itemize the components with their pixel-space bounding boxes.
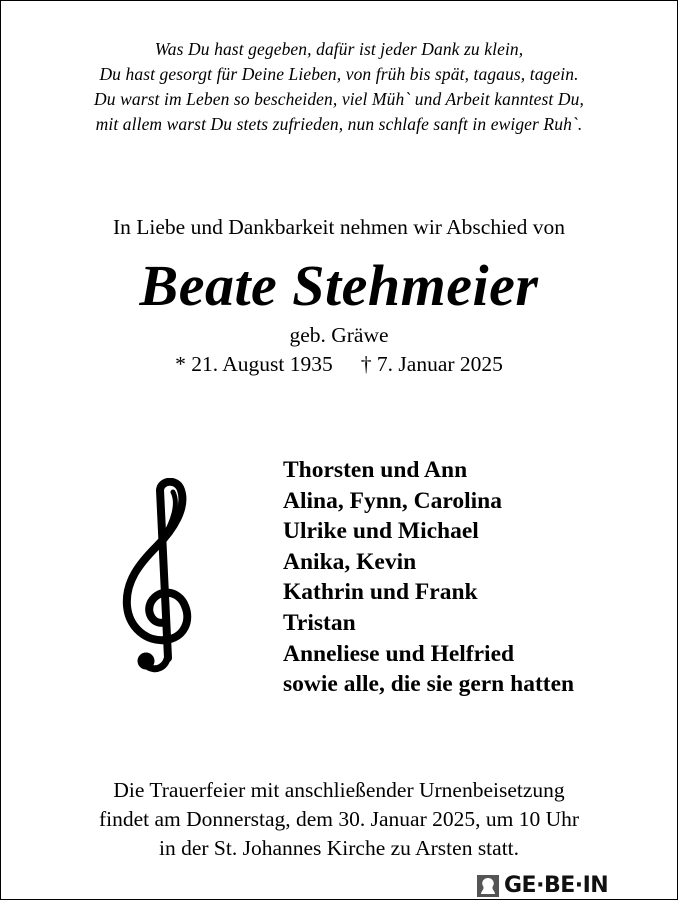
mourner-entry: Anika, Kevin xyxy=(283,548,417,575)
poem-line: Du hast gesorgt für Deine Lieben, von früh bis spät, tagaus, tagein. xyxy=(99,64,579,84)
gebein-logo-text: GE·BE·IN xyxy=(504,873,609,898)
mourner-entry: sowie alle, die sie gern hatten xyxy=(283,671,575,698)
poem-line: Du warst im Leben so bescheiden, viel Müh` und Arbeit kanntest Du, xyxy=(94,89,584,109)
treble-clef-icon xyxy=(121,478,197,676)
gebein-logo xyxy=(477,873,608,899)
birth-name: geb. Gräwe xyxy=(289,323,389,347)
mourner-entry: Kathrin und Frank xyxy=(283,579,478,606)
poem-line: Was Du hast gegeben, dafür ist jeder Dank zu klein, xyxy=(154,39,524,59)
farewell-intro: In Liebe und Dankbarkeit nehmen wir Abschied von xyxy=(113,215,565,239)
service-line: Die Trauerfeier mit anschließender Urnenbeisetzung xyxy=(113,778,565,802)
gebein-logo-icon xyxy=(477,875,499,897)
mourner-entry: Alina, Fynn, Carolina xyxy=(283,487,502,514)
mourner-entry: Ulrike und Michael xyxy=(283,518,479,545)
service-line: in der St. Johannes Kirche zu Arsten statt. xyxy=(158,836,520,860)
service-line: findet am Donnerstag, dem 30. Januar 2025, um 10 Uhr xyxy=(98,807,580,831)
mourner-entry: Thorsten und Ann xyxy=(283,457,468,483)
funeral-service-info xyxy=(0,776,678,863)
mourner-entry: Tristan xyxy=(283,609,356,636)
mourner-entry: Anneliese und Helfried xyxy=(283,640,515,667)
life-dates xyxy=(0,350,678,378)
memorial-poem xyxy=(0,37,678,137)
deceased-name: Beate Stehmeier xyxy=(139,253,539,318)
birth-date: * 21. August 1935 xyxy=(175,352,333,376)
poem-line: mit allem warst Du stets zufrieden, nun schlafe sanft in ewiger Ruh`. xyxy=(95,114,583,134)
mourners-list xyxy=(283,455,574,700)
death-date: † 7. Januar 2025 xyxy=(360,352,503,376)
